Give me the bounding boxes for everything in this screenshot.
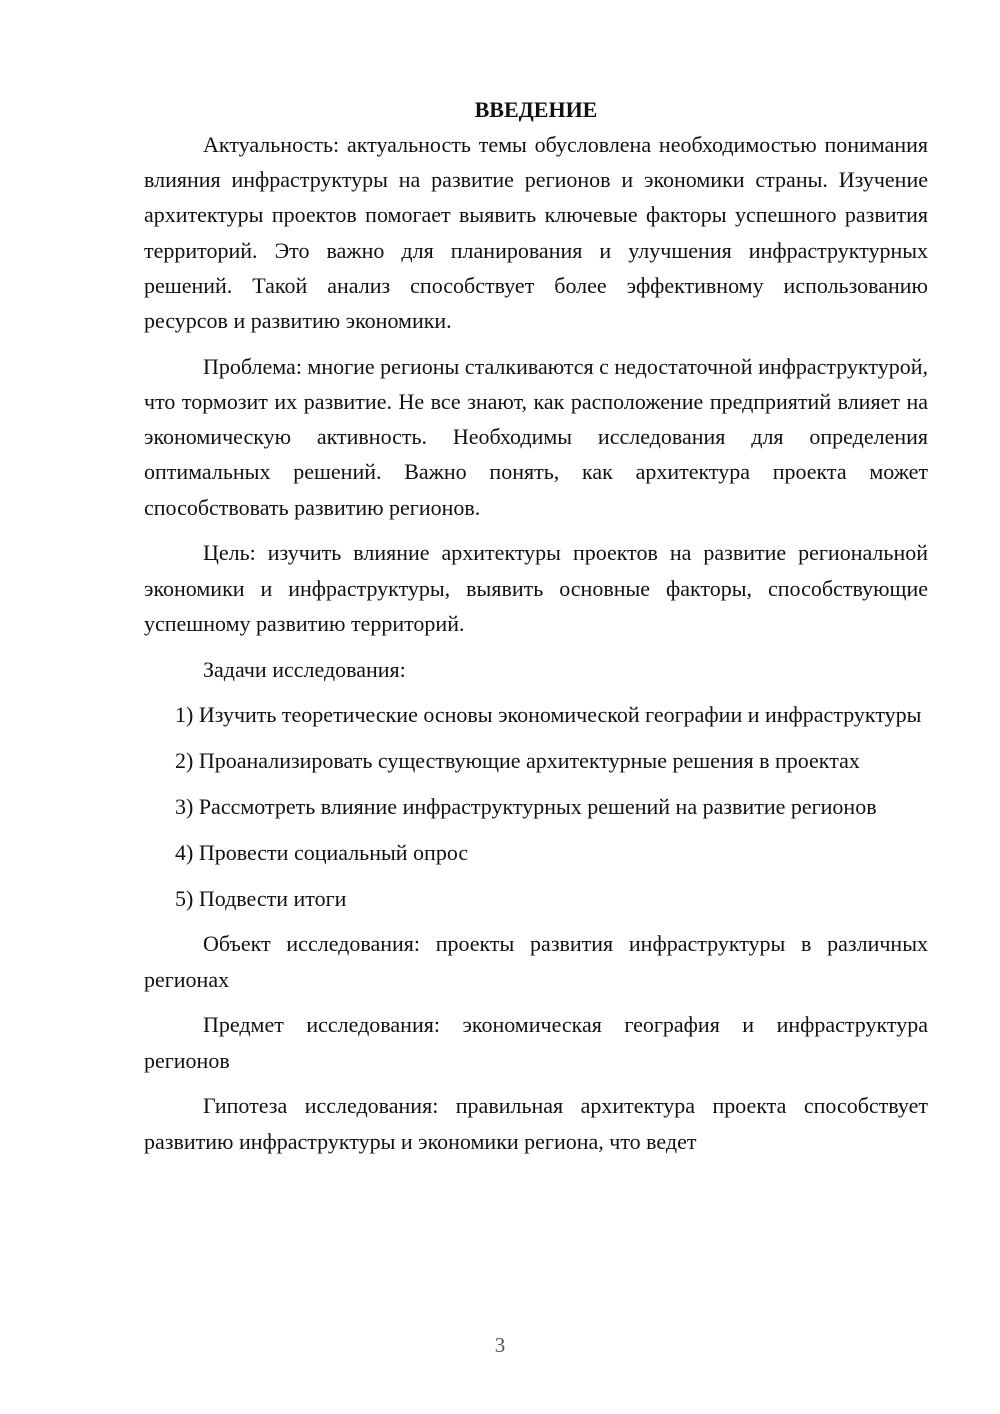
section-title: ВВЕДЕНИЕ [474,97,598,122]
paragraph-subject: Предмет исследования: экономическая география и инфраструктура регионов [144,1012,928,1073]
list-item-task-5: 5) Подвести итоги [175,885,347,911]
list-item-task-3: 3) Рассмотреть влияние инфраструктурных решений на развитие регионов [175,794,877,820]
page-body [144,92,928,1169]
paragraph-tasks-heading: Задачи исследования: [203,656,406,682]
paragraph-problem: Проблема: многие регионы сталкиваются с недостаточной инфраструктурой, что тормозит их развитие. Не все знают, как расположение предприятий влияет на экономическую активность. Необходимы исследования для определения оптимальных решений. Важно понять, как архитектура проекта может способствовать развитию регионов. [144,353,929,520]
list-item-task-4: 4) Провести социальный опрос [175,839,469,865]
paragraph-object: Объект исследования: проекты развития инфраструктуры в различных регионах [144,931,928,992]
paragraph-hypothesis: Гипотеза исследования: правильная архитектура проекта способствует развитию инфраструктуры и экономики региона, что ведет [144,1093,928,1154]
list-item-task-1: 1) Изучить теоретические основы экономической географии и инфраструктуры [175,702,922,728]
page-number: 3 [494,1333,506,1357]
paragraph-relevance: Актуальность: актуальность темы обусловлена необходимостью понимания влияния инфраструктуры на развитие регионов и экономики страны. Изучение архитектуры проектов помогает выявить ключевые факторы успешного развития территорий. Это важно для планирования и улучшения инфраструктурных решений. Такой анализ способствует более эффективному использованию ресурсов и развитию экономики. [144,132,928,334]
paragraph-goal: Цель: изучить влияние архитектуры проектов на развитие региональной экономики и инфраструктуры, выявить основные факторы, способствующие успешному развитию территорий. [144,540,928,636]
list-item-task-2: 2) Проанализировать существующие архитектурные решения в проектах [175,748,860,774]
